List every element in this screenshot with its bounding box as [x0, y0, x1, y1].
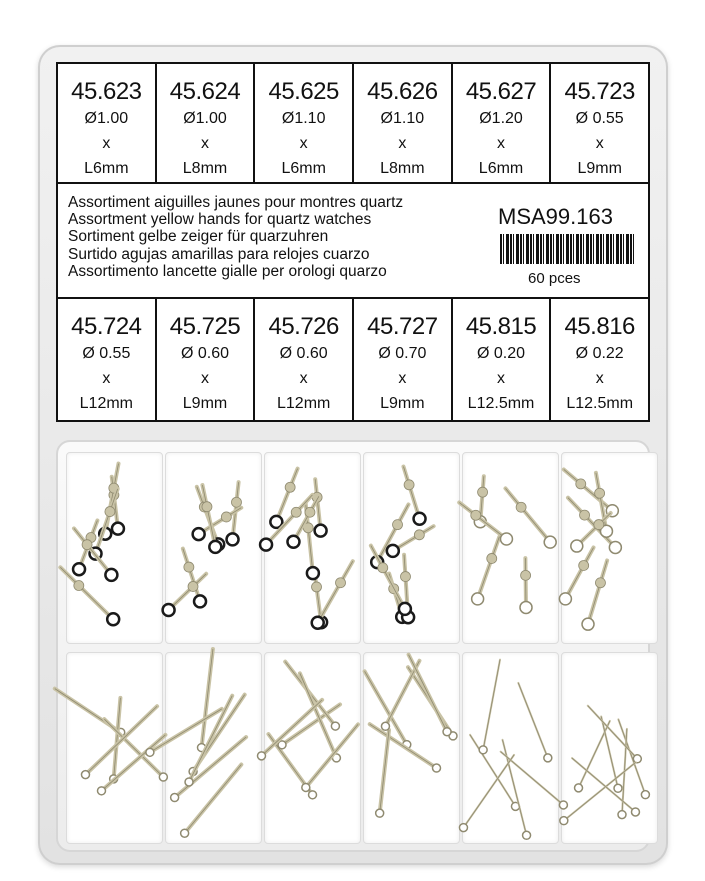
part-code: 45.724: [71, 313, 142, 340]
watch-hand-icon: [518, 683, 552, 762]
watch-hand-icon: [588, 706, 642, 763]
length: L9mm: [577, 160, 622, 177]
watch-hand-icon: [181, 765, 242, 838]
watch-hand-icon: [185, 696, 232, 786]
watch-hand-icon: [285, 662, 339, 730]
length: L12mm: [79, 395, 134, 412]
times: x: [201, 135, 209, 152]
diameter: Ø1.20: [479, 110, 523, 127]
times: x: [398, 370, 407, 387]
part-code: 45.723: [564, 78, 635, 105]
length: L6mm: [478, 160, 524, 177]
watch-hand-icon: [520, 558, 532, 613]
diameter: Ø1.10: [281, 110, 326, 127]
watch-hand-icon: [202, 485, 221, 553]
description-en: Assortment yellow hands for quartz watches: [68, 211, 372, 229]
part-code: 45.623: [71, 78, 142, 105]
diameter: Ø1.00: [84, 110, 129, 127]
watch-hand-icon: [409, 655, 451, 736]
watch-hand-icon: [582, 560, 607, 630]
watch-hand-icon: [300, 673, 341, 762]
length: L9mm: [380, 395, 425, 412]
length: L12.5mm: [467, 395, 535, 412]
watch-hand-icon: [376, 730, 389, 817]
times: x: [595, 135, 604, 152]
length: L6mm: [84, 160, 129, 177]
watch-hand-icon: [470, 735, 519, 811]
diameter: Ø 0.70: [378, 345, 427, 362]
watch-hand-icon: [564, 469, 619, 516]
times: x: [497, 135, 506, 152]
part-code: 45.727: [367, 313, 438, 340]
times: x: [299, 370, 308, 387]
watch-hand-icon: [403, 467, 425, 525]
part-code: 45.815: [465, 313, 537, 340]
watch-hand-icon: [459, 503, 512, 545]
piece-count: 60 pces: [528, 270, 581, 287]
length: L8mm: [380, 160, 425, 177]
diameter: Ø1.10: [380, 110, 425, 127]
description-es: Surtido agujas amarillas para relojes cuarzo: [68, 245, 370, 263]
diameter: Ø 0.60: [180, 345, 230, 362]
times: x: [102, 135, 111, 152]
watch-hand-icon: [559, 548, 593, 605]
watch-hand-icon: [270, 469, 297, 528]
diameter: Ø 0.55: [82, 345, 131, 362]
part-code: 45.626: [367, 78, 438, 105]
description-de: Sortiment gelbe zeiger für quarzuhren: [68, 228, 329, 246]
diameter: Ø 0.20: [477, 345, 526, 362]
part-code: 45.625: [268, 78, 339, 105]
watch-hand-icon: [370, 724, 441, 772]
part-code: 45.627: [465, 78, 537, 105]
watch-hand-icon: [459, 755, 514, 832]
part-code: 45.725: [169, 313, 241, 340]
description-fr: Assortiment aiguilles jaunes pour montres quartz: [68, 194, 404, 211]
length: L12mm: [277, 395, 331, 412]
part-code: 45.726: [268, 313, 339, 340]
times: x: [595, 370, 604, 387]
watch-hand-icon: [472, 537, 500, 605]
length: L12.5mm: [566, 395, 634, 412]
watch-hand-icon: [257, 700, 322, 760]
times: x: [497, 370, 506, 387]
watch-hand-icon: [479, 660, 500, 754]
times: x: [201, 370, 209, 387]
times: x: [102, 370, 111, 387]
part-code: 45.624: [169, 78, 241, 105]
times: x: [398, 135, 407, 152]
times: x: [299, 135, 308, 152]
watch-hand-icon: [302, 724, 358, 791]
model-number: MSA99.163: [498, 204, 613, 229]
length: L6mm: [281, 160, 326, 177]
length: L8mm: [182, 160, 228, 177]
diameter: Ø 0.22: [575, 345, 624, 362]
diameter: Ø1.00: [183, 110, 227, 127]
diameter: Ø 0.55: [575, 110, 624, 127]
description-it: Assortimento lancette gialle per orologi quarzo: [68, 262, 387, 280]
length: L9mm: [182, 395, 228, 412]
watch-hand-icon: [503, 740, 531, 839]
watch-hand-icon: [381, 661, 419, 731]
part-code: 45.816: [564, 313, 635, 340]
diameter: Ø 0.60: [279, 345, 328, 362]
